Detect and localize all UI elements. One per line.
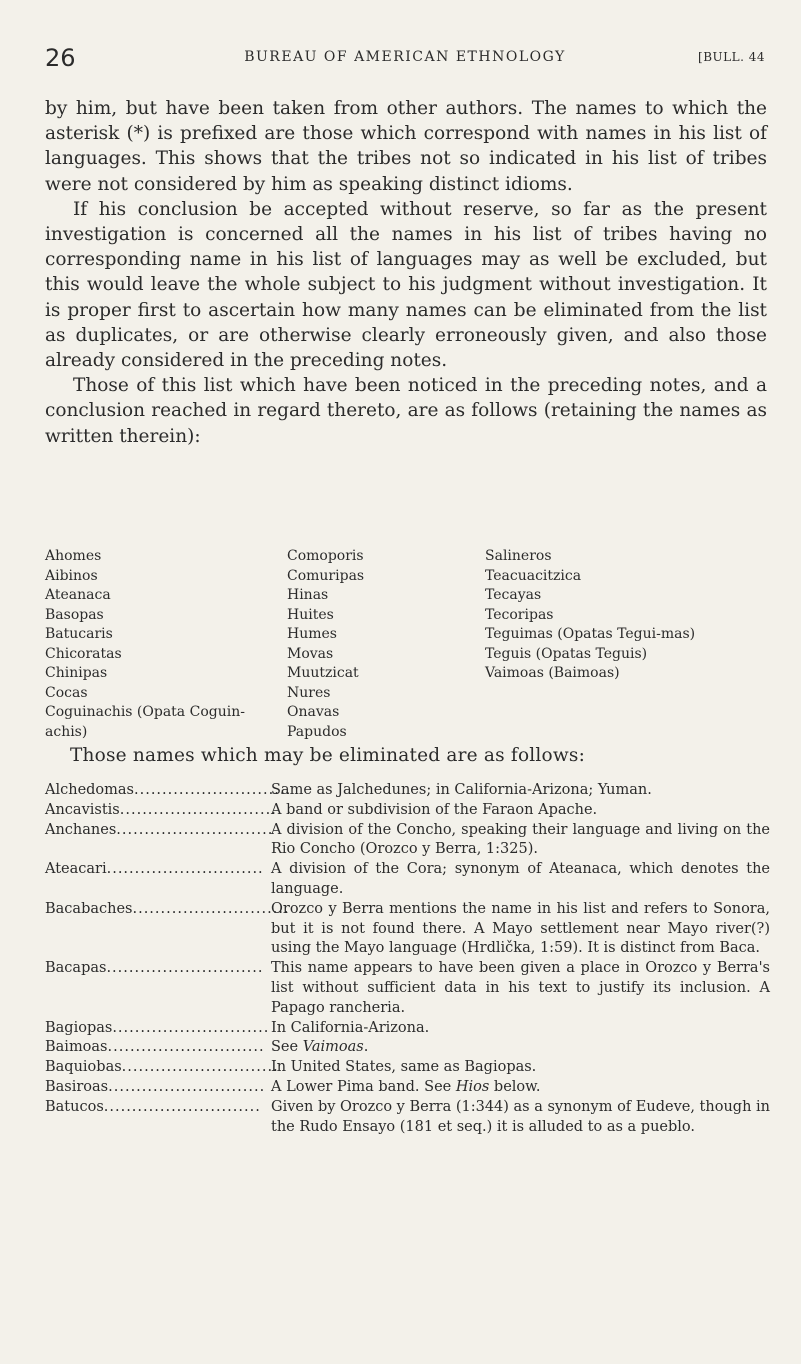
entry-description: This name appears to have been given a place in Orozco y Berra's list without sufficient data in his text to justify its inclusion. A Papago rancheria. [271,960,770,1016]
desc-text: A Lower Pima band. See [271,1078,456,1095]
entry-description: Orozco y Berra mentions the name in his list and refers to Sonora, but it is not found there. A Mayo settlement near Mayo river(?) using the Mayo language (Hrdlička, 1:59). It is distinct from Baca. [271,900,770,957]
list-item: Alchedomas............................ Same as Jalchedunes; in California-Arizona; Yuman. [45,781,770,801]
entry-term: Ateacari [45,861,107,878]
entry-term: Baquiobas [45,1059,122,1076]
list-item: Onavas [287,704,340,720]
paragraph: Those of this list which have been noticed in the preceding notes, and a conclusion reached in regard thereto, are as follows (retaining the names as written therein): [45,375,767,447]
list-item: Muutzicat [287,665,359,681]
entry-term: Anchanes [45,821,117,838]
list-item: Movas [287,645,334,662]
list-item: Tecayas [485,587,542,603]
list-item: Vaimoas (Baimoas) [485,665,620,681]
list-item: Baimoas............................ See Vaimoas. [45,1038,770,1058]
entry-description: A division of the Cora; synonym of Ateanaca, which denotes the language. [271,861,770,897]
list-item: Anchanes............................ A division of the Concho, speaking their language and living on the Rio Concho (Orozco y Berra, 1:325). [45,821,770,861]
entry-description [271,1078,770,1098]
entry-description: Same as Jalchedunes; in California-Arizona; Yuman. [271,782,652,798]
entry-description: Given by Orozco y Berra (1:344) as a synonym of Eudeve, though in the Rudo Ensayo (181 et seq.) it is alluded to as a pueblo. [271,1098,770,1135]
list-item: Cocas [45,684,88,701]
list-item: Coguinachis (Opata Coguin- [45,704,245,720]
list-item: Bacabaches............................ Orozco y Berra mentions the name in his list and refers to Sonora, but it is not found there. A Mayo settlement near Mayo river(?) using the Mayo language (Hrdlička, 1:59). It is distinct from Baca. [45,900,770,959]
names-column-1 [45,547,280,742]
entry-term: Bacapas [45,960,107,977]
section-heading: Those names which may be eliminated are as follows: [70,745,586,766]
list-item: Hinas [287,587,329,603]
desc-text: See [271,1039,303,1056]
list-item: Chinipas [45,665,108,681]
list-item: Ancavistis............................ A band or subdivision of the Faraon Apache. [45,801,770,821]
list-item: Ahomes [45,548,102,564]
cross-reference: Hios [455,1078,490,1095]
list-item: Teguimas (Opatas Tegui-mas) [485,626,696,642]
list-item: Salineros [485,548,552,564]
list-item: Teacuacitzica [485,567,582,584]
list-item: Ateanaca [45,587,111,603]
list-item: Huites [287,606,334,623]
list-item: Bacapas............................ This name appears to have been given a place in Orozco y Berra's list without sufficient data in his text to justify its inclusion. A Papago rancheria. [45,959,770,1018]
list-item: Bagiopas............................ In California-Arizona. [45,1019,770,1039]
names-column-2 [287,547,447,742]
entry-term: Ancavistis [45,801,120,818]
list-item: Basopas [45,606,104,623]
list-item: Tecoripas [485,606,554,623]
desc-text: . [363,1039,369,1056]
eliminated-names-list [45,781,770,1137]
list-item: Nures [287,684,331,701]
list-item: achis) [45,723,88,740]
running-title: BUREAU OF AMERICAN ETHNOLOGY [244,49,566,65]
desc-text: below. [489,1078,541,1095]
list-item: Batucos............................ Given by Orozco y Berra (1:344) as a synonym of Eudeve, though in the Rudo Ensayo (181 et seq.) it is alluded to as a pueblo. [45,1098,770,1138]
cross-reference: Vaimoas [302,1039,364,1056]
entry-description: A band or subdivision of the Faraon Apache. [271,801,598,818]
entry-description [271,1038,770,1058]
intro-text [45,96,767,449]
entry-description: A division of the Concho, speaking their language and living on the Rio Concho (Orozco y Berra, 1:325). [271,821,770,858]
list-item: Batucaris [45,626,113,642]
entry-term: Alchedomas [45,782,134,798]
entry-description: In California-Arizona. [271,1019,430,1036]
list-item: Papudos [287,723,347,740]
list-item: Basiroas............................ A Lower Pima band. See Hios below. [45,1078,770,1098]
page-header [45,44,765,74]
list-item: Aibinos [45,567,98,584]
page-number: 26 [45,44,76,72]
entry-term: Basiroas [45,1078,109,1095]
list-item: Humes [287,626,337,642]
entry-term: Baimoas [45,1039,108,1056]
paragraph: by him, but have been taken from other authors. The names to which the asterisk (*) is prefixed are those which correspond with names in his list of languages. This shows that the tribes not so indicated in his list of tribes were not considered by him as speaking distinct idioms. [45,98,767,195]
entry-term: Bagiopas [45,1019,113,1036]
paragraph: If his conclusion be accepted without reserve, so far as the present investigation is concerned all the names in his list of tribes having no corresponding name in his list of languages may as well be excluded, but this would leave the whole subject to his judgment without investigation. It is proper first to ascertain how many names can be eliminated from the list as duplicates, or are otherwise clearly erroneously given, and also those already considered in the preceding notes. [45,198,767,372]
list-item: Chicoratas [45,645,122,662]
list-item: Ateacari............................ A division of the Cora; synonym of Ateanaca, which denotes the language. [45,860,770,900]
entry-term: Bacabaches [45,900,133,917]
entry-description: In United States, same as Bagiopas. [271,1059,537,1076]
names-column-3 [485,547,770,684]
entry-term: Batucos [45,1098,104,1115]
list-item: Comoporis [287,548,364,564]
list-item: Baquiobas............................ In United States, same as Bagiopas. [45,1058,770,1078]
list-item: Comuripas [287,567,365,584]
bulletin-label: [BULL. 44 [698,50,765,64]
list-item: Teguis (Opatas Teguis) [485,645,648,662]
